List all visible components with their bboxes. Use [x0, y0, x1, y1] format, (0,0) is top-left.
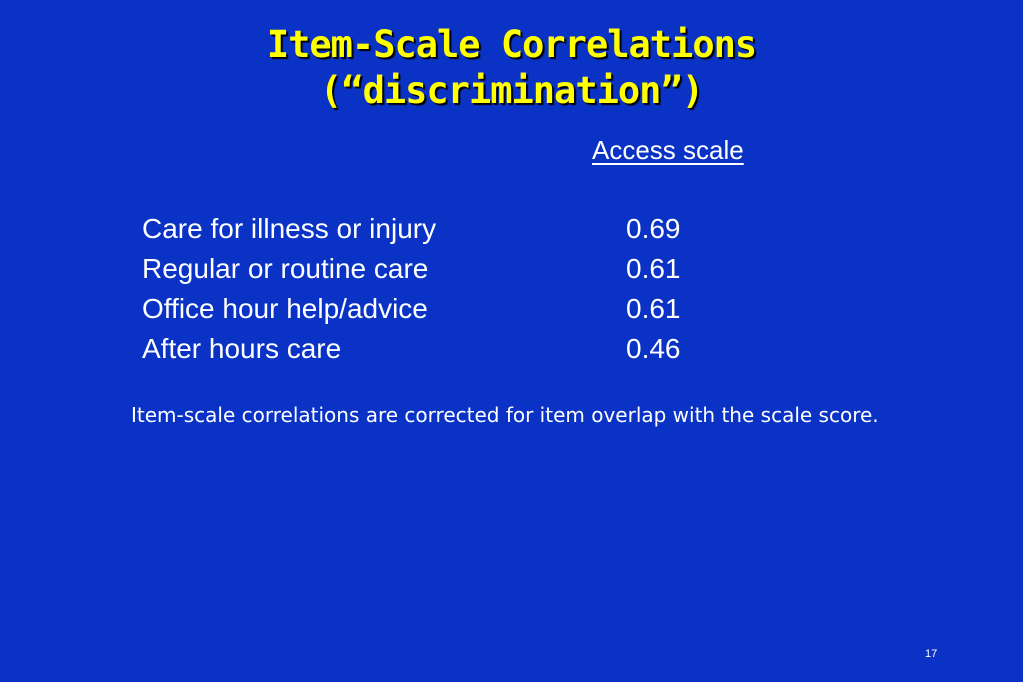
correlation-table	[142, 209, 842, 369]
row-label: Care for illness or injury	[142, 213, 437, 244]
row-label: Office hour help/advice	[142, 293, 428, 324]
table-row	[142, 209, 842, 249]
row-value: 0.61	[626, 253, 681, 284]
table-row	[142, 329, 842, 369]
slide-title-line-2: (“discrimination”)	[320, 69, 703, 112]
column-header-access-scale: Access scale	[592, 135, 744, 165]
row-label: Regular or routine care	[142, 253, 429, 284]
slide-title-line-1: Item-Scale Correlations	[266, 23, 757, 66]
table-row	[142, 249, 842, 289]
row-value: 0.61	[626, 293, 681, 324]
table-row	[142, 289, 842, 329]
row-value: 0.69	[626, 213, 681, 244]
footnote: Item-scale correlations are corrected for item overlap with the scale score.	[131, 403, 879, 427]
row-value: 0.46	[626, 333, 681, 364]
page-number: 17	[925, 648, 938, 660]
row-label: After hours care	[142, 333, 342, 364]
slide-title	[0, 22, 1023, 114]
